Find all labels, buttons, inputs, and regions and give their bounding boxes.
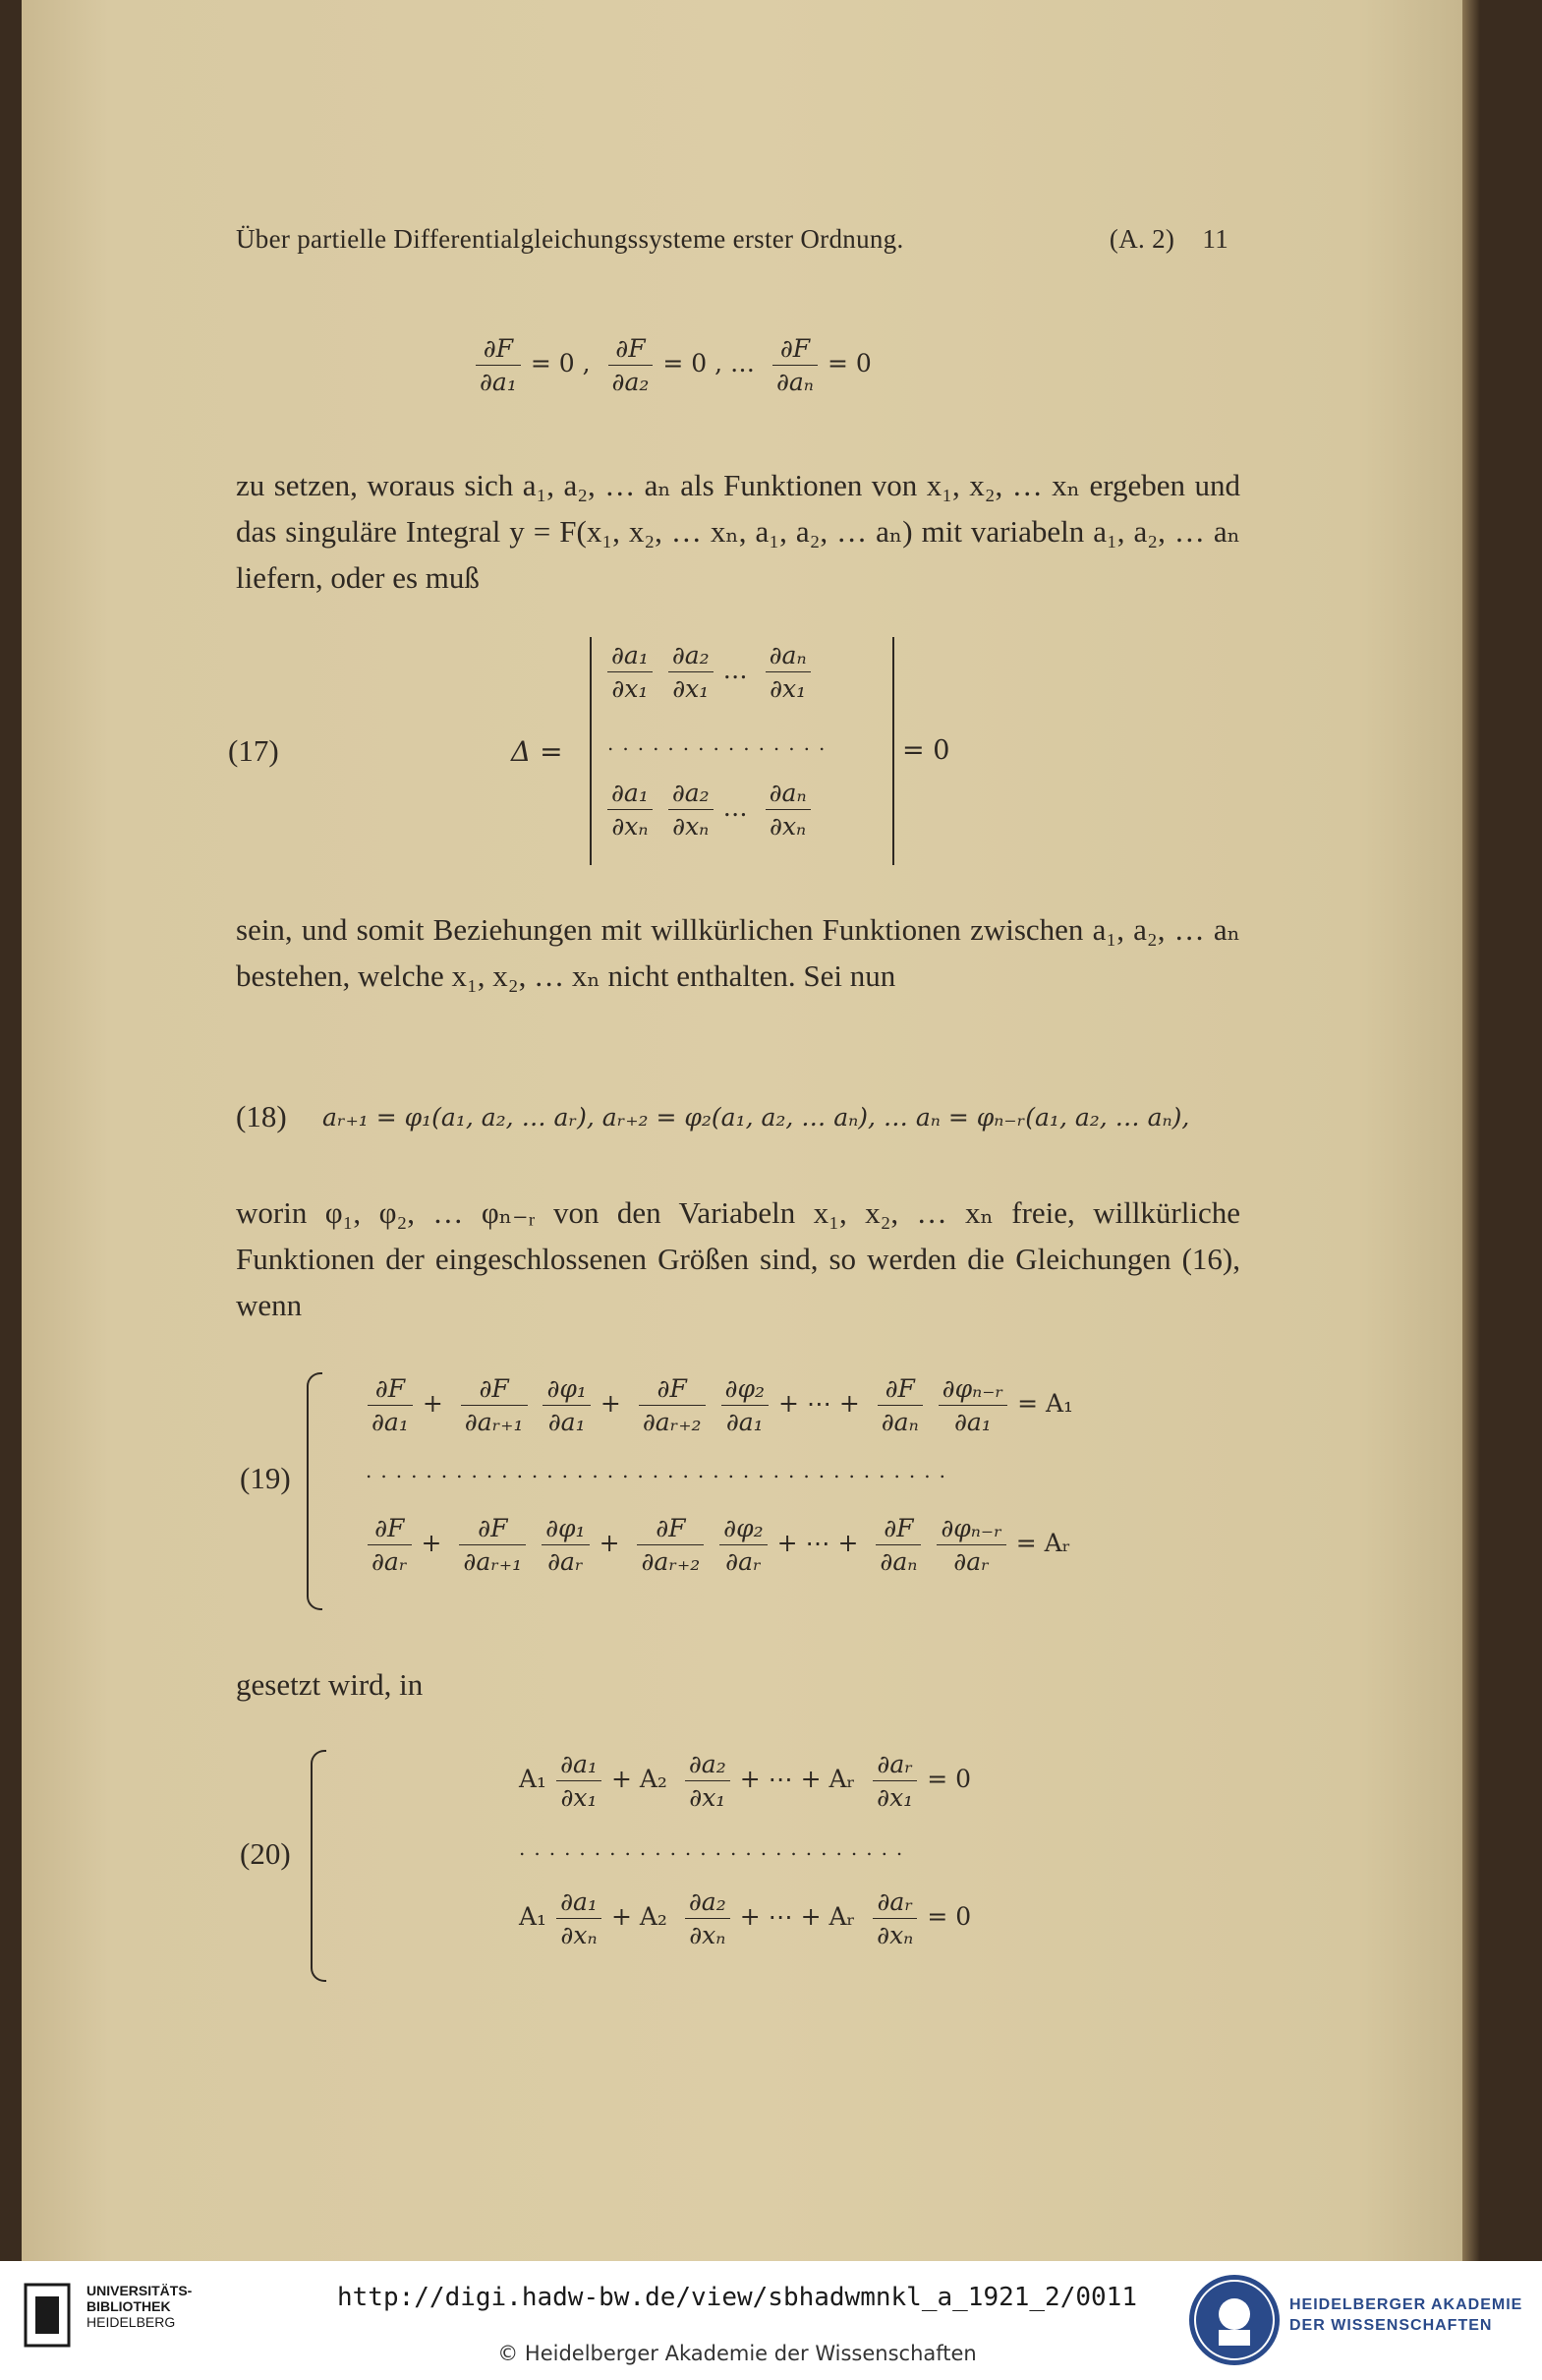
page-edge [1462, 0, 1480, 2261]
brace-20 [311, 1750, 326, 1982]
academy-line-2: DER WISSENSCHAFTEN [1289, 2317, 1493, 2334]
eq20-row-n: A₁ $\frac{\text{∂a₁}}{\text{∂xₙ}}$ + A₂ $\frac{\text{∂a₂}}{\text{∂xₙ}}$ + ⋯ + Aᵣ $\frac{\text{∂aᵣ}}{\text{∂xₙ}}$ = 0 [519, 1887, 972, 1949]
running-header [236, 224, 1228, 255]
paragraph-1: zu setzen, woraus sich a₁, a₂, … aₙ als Funktionen von x₁, x₂, … xₙ ergeben und das singuläre Integral y = F(x₁, x₂, … xₙ, a₁, a₂, … aₙ) mit variabeln a₁, a₂, … aₙ liefern, oder es muß [236, 468, 1240, 595]
eq19-row-r: $\frac{\partial F}{\text{∂aᵣ}}$ + $\frac{\partial F}{\text{∂aᵣ₊₁}}$ $\frac{\text{∂φ₁}}{\text{∂aᵣ}}$ + $\frac{\partial F}{\text{∂aᵣ₊₂}}$ $\frac{\text{∂φ₂}}{\text{∂aᵣ}}$ + ⋯ + $\frac{\partial F}{\text{∂aₙ}}$ $\frac{\text{∂φₙ₋ᵣ}}{\text{∂aᵣ}}$ = Aᵣ [364, 1514, 1076, 1576]
det-equals-zero: = 0 [902, 735, 950, 766]
eq20-dots: .......................... [519, 1836, 912, 1860]
paragraph-3: worin φ₁, φ₂, … φₙ₋ᵣ von den Variabeln x₁, x₂, … xₙ freie, willkürliche Funktionen der eingeschlossenen Größen sind, so werden die Gleichungen (16), wenn [236, 1195, 1240, 1322]
library-line-3: HEIDELBERG [86, 2314, 176, 2330]
brace-19 [307, 1372, 322, 1610]
library-line-1: UNIVERSITÄTS- [86, 2283, 193, 2298]
eq20-row-1: A₁ $\frac{\text{∂a₁}}{\text{∂x₁}}$ + A₂ $\frac{\text{∂a₂}}{\text{∂x₁}}$ + ⋯ + Aᵣ $\frac{\text{∂aᵣ}}{\text{∂x₁}}$ = 0 [519, 1750, 972, 1812]
delta-symbol: Δ = [511, 735, 563, 768]
academy-line-1: HEIDELBERGER AKADEMIE [1289, 2296, 1523, 2313]
library-line-2: BIBLIOTHEK [86, 2298, 171, 2314]
det-dots: ............... [607, 731, 834, 755]
page-number: 11 [1202, 224, 1228, 254]
paragraph-4: gesetzt wird, in [236, 1667, 424, 1702]
eq19-dots: ....................................... [366, 1459, 954, 1482]
footer-bar [0, 2261, 1542, 2380]
university-library-logo-icon [22, 2281, 73, 2350]
equation-18: aᵣ₊₁ = φ₁(a₁, a₂, … aᵣ), aᵣ₊₂ = φ₂(a₁, a₂, … aₙ), … aₙ = φₙ₋ᵣ(a₁, a₂, … aₙ), [322, 1103, 1190, 1132]
copyright-notice: © Heidelberger Akademie der Wissenschaften [497, 2342, 977, 2365]
det-row-1: $\frac{\text{∂a₁}}{\text{∂x₁}}$ $\frac{\text{∂a₂}}{\text{∂x₁}}$ … $\frac{\text{∂aₙ}}{\text{∂x₁}}$ [603, 641, 815, 703]
eq19-row-1: $\frac{\partial F}{\text{∂a₁}}$ + $\frac{\partial F}{\text{∂aᵣ₊₁}}$ $\frac{\text{∂φ₁}}{\text{∂a₁}}$ + $\frac{\partial F}{\text{∂aᵣ₊₂}}$ $\frac{\text{∂φ₂}}{\text{∂a₁}}$ + ⋯ + $\frac{\partial F}{\text{∂aₙ}}$ $\frac{\text{∂φₙ₋ᵣ}}{\text{∂a₁}}$ = A₁ [364, 1374, 1079, 1436]
eq-label-17: (17) [228, 733, 279, 768]
eq-label-19: (19) [240, 1461, 291, 1495]
academy-name [1289, 2294, 1522, 2336]
eq-label-20: (20) [240, 1836, 291, 1871]
library-name [86, 2283, 192, 2330]
document-url-link[interactable]: http://digi.hadw-bw.de/view/sbhadwmnkl_a_1921_2/0011 [337, 2283, 1137, 2312]
eq-label-18: (18) [236, 1099, 287, 1133]
det-row-n: $\frac{\text{∂a₁}}{\text{∂xₙ}}$ $\frac{\text{∂a₂}}{\text{∂xₙ}}$ … $\frac{\text{∂aₙ}}{\text{∂xₙ}}$ [603, 779, 815, 841]
partial-equations-top: $\frac{\partial F}{\text{∂a₁}}$ = 0 , $\frac{\partial F}{\text{∂a₂}}$ = 0 , … $\frac{\partial F}{\text{∂aₙ}}$ = 0 [472, 334, 878, 396]
academy-seal-icon [1189, 2275, 1280, 2365]
paragraph-2: sein, und somit Beziehungen mit willkürlichen Funktionen zwischen a₁, a₂, … aₙ bestehen, welche x₁, x₂, … xₙ nicht enthalten. Sei nun [236, 912, 1240, 993]
header-title: Über partielle Differentialgleichungssysteme erster Ordnung. [236, 224, 904, 254]
header-ref: (A. 2) [1109, 224, 1175, 254]
